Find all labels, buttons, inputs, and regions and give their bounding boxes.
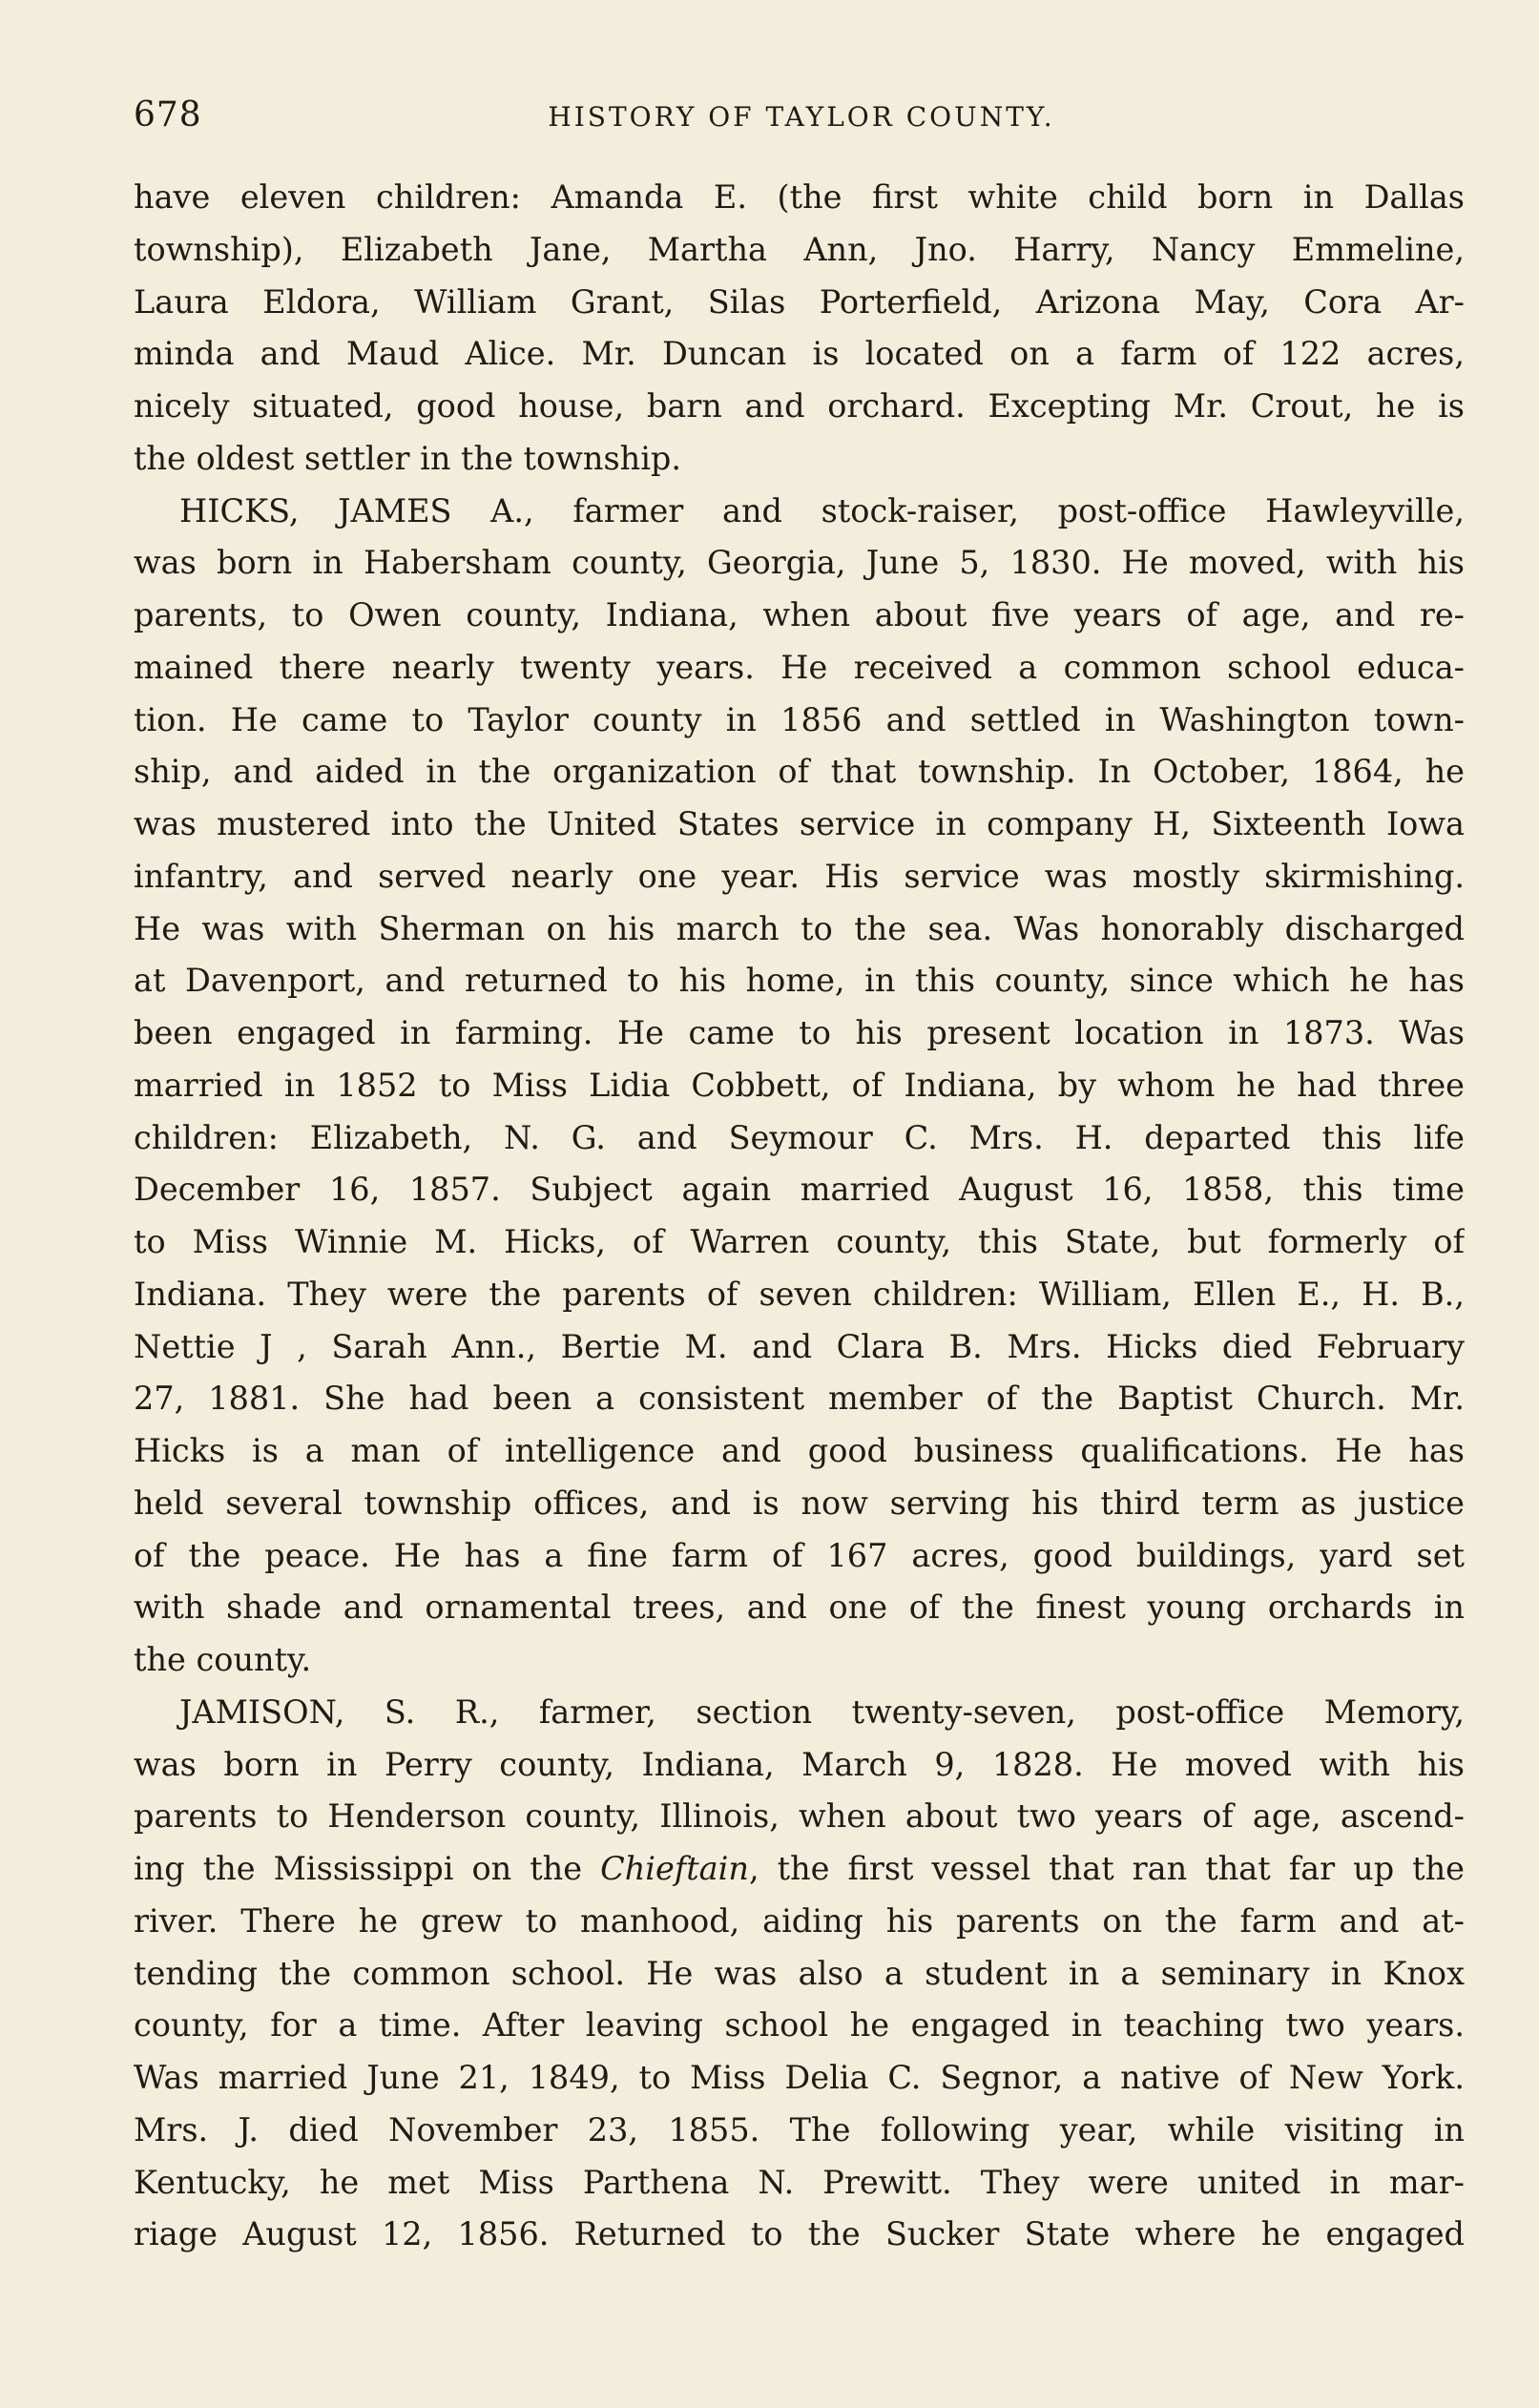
text-line: riage August 12, 1856. Returned to the Sucker State where he engaged bbox=[134, 2215, 1465, 2253]
text-line: tion. He came to Taylor county in 1856 and settled in Washington town- bbox=[134, 700, 1465, 738]
text-line: have eleven children: Amanda E. (the first white child born in Dallas bbox=[134, 178, 1465, 216]
text-line: parents, to Owen county, Indiana, when about five years of age, and re- bbox=[134, 596, 1465, 633]
running-head: HISTORY OF TAYLOR COUNTY. bbox=[548, 101, 1055, 133]
text-line: at Davenport, and returned to his home, in this county, since which he has bbox=[134, 962, 1465, 1000]
text-line: JAMISON, S. R., farmer, section twenty-seven, post-office Memory, bbox=[179, 1692, 1465, 1731]
text-line: He was with Sherman on his march to the sea. Was honorably discharged bbox=[134, 909, 1465, 947]
text-line: nicely situated, good house, barn and orchard. Excepting Mr. Crout, he is bbox=[134, 387, 1465, 425]
text-line: held several township offices, and is now serving his third term as justice bbox=[134, 1484, 1465, 1522]
text-line: with shade and ornamental trees, and one of the finest young orchards in bbox=[134, 1588, 1465, 1627]
text-line: December 16, 1857. Subject again married August 16, 1858, this time bbox=[134, 1171, 1465, 1209]
text-line: Hicks is a man of intelligence and good business qualifications. He has bbox=[134, 1432, 1465, 1469]
text-line: parents to Henderson county, Illinois, when about two years of age, ascend- bbox=[134, 1797, 1465, 1836]
text-line: mained there nearly twenty years. He received a common school educa- bbox=[134, 648, 1465, 686]
text-line: was born in Perry county, Indiana, March 9, 1828. He moved with his bbox=[134, 1745, 1465, 1783]
text-line: Was married June 21, 1849, to Miss Delia C. Segnor, a native of New York. bbox=[134, 2059, 1465, 2096]
text-line: ing the Mississippi on the Chieftain, the first vessel that ran that far up the bbox=[134, 1850, 1465, 1887]
text-line: the oldest settler in the township. bbox=[134, 439, 682, 477]
page-number: 678 bbox=[134, 95, 202, 135]
text-line: Mrs. J. died November 23, 1855. The following year, while visiting in bbox=[134, 2110, 1465, 2149]
text-line: river. There he grew to manhood, aiding his parents on the farm and at- bbox=[134, 1901, 1465, 1940]
text-line: Nettie J , Sarah Ann., Bertie M. and Clara B. Mrs. Hicks died February bbox=[134, 1327, 1465, 1365]
text-line: the county. bbox=[134, 1641, 312, 1678]
text-line: minda and Maud Alice. Mr. Duncan is located on a farm of 122 acres, bbox=[134, 335, 1465, 373]
text-line: HICKS, JAMES A., farmer and stock-raiser, post-office Hawleyville, bbox=[179, 491, 1465, 529]
text-line: ship, and aided in the organization of that township. In October, 1864, he bbox=[134, 753, 1465, 791]
body-text bbox=[134, 172, 1465, 2261]
text-line: tending the common school. He was also a student in a seminary in Knox bbox=[134, 1954, 1465, 1992]
text-line: been engaged in farming. He came to his present location in 1873. Was bbox=[134, 1014, 1465, 1051]
vessel-name: Chieftain bbox=[600, 1850, 749, 1887]
text-line: to Miss Winnie M. Hicks, of Warren county, this State, but formerly of bbox=[134, 1223, 1465, 1260]
text-line: 27, 1881. She had been a consistent member of the Baptist Church. Mr. bbox=[134, 1380, 1465, 1418]
text-line: Kentucky, he met Miss Parthena N. Prewitt. They were united in mar- bbox=[134, 2163, 1465, 2201]
text-line: was born in Habersham county, Georgia, June 5, 1830. He moved, with his bbox=[134, 544, 1465, 582]
text-line: county, for a time. After leaving school he engaged in teaching two years. bbox=[134, 2006, 1465, 2045]
text-line: Indiana. They were the parents of seven children: William, Ellen E., H. B., bbox=[134, 1275, 1465, 1313]
text-line: infantry, and served nearly one year. His service was mostly skirmishing. bbox=[134, 857, 1465, 895]
text-line: township), Elizabeth Jane, Martha Ann, Jno. Harry, Nancy Emmeline, bbox=[134, 230, 1465, 268]
text-line: married in 1852 to Miss Lidia Cobbett, of Indiana, by whom he had three bbox=[134, 1066, 1465, 1104]
text-line: was mustered into the United States service in company H, Sixteenth Iowa bbox=[134, 805, 1465, 842]
page-header bbox=[134, 95, 1469, 153]
text-line: children: Elizabeth, N. G. and Seymour C. Mrs. H. departed this life bbox=[134, 1118, 1465, 1156]
text-line: Laura Eldora, William Grant, Silas Porterfield, Arizona May, Cora Ar- bbox=[134, 282, 1465, 321]
text-line: of the peace. He has a fine farm of 167 acres, good buildings, yard set bbox=[134, 1536, 1465, 1574]
